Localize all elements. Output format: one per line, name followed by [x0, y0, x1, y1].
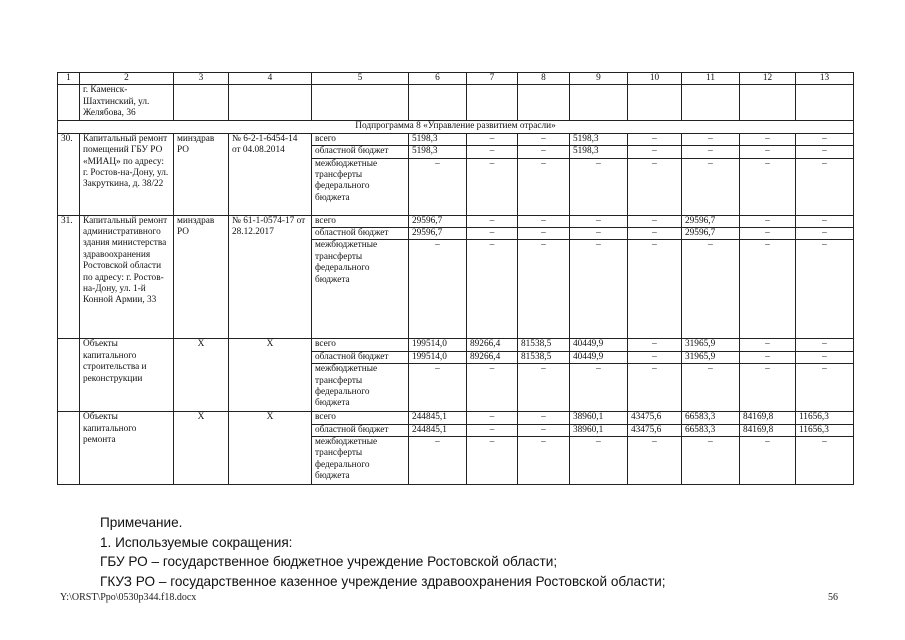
- value-cell: –: [518, 215, 570, 227]
- source-label: областной бюджет: [312, 146, 409, 158]
- table-row: [58, 215, 854, 227]
- value-cell: –: [796, 228, 854, 240]
- value-cell: –: [628, 364, 682, 412]
- value-cell: 29596,7: [409, 215, 467, 227]
- value-cell: –: [740, 215, 796, 227]
- value-cell: 29596,7: [682, 228, 740, 240]
- col-number: 6: [409, 73, 467, 85]
- source-label: областной бюджет: [312, 424, 409, 436]
- source-label: межбюджетные трансферты федерального бюджета: [312, 158, 409, 215]
- table-row: [58, 133, 854, 145]
- col-number: 5: [312, 73, 409, 85]
- value-cell: –: [796, 146, 854, 158]
- page-number: 56: [828, 592, 838, 603]
- value-cell: –: [682, 146, 740, 158]
- value-cell: –: [796, 339, 854, 351]
- value-cell: –: [409, 364, 467, 412]
- value-cell: –: [628, 351, 682, 363]
- value-cell: –: [570, 228, 628, 240]
- note-block: [100, 513, 666, 591]
- value-cell: –: [518, 437, 570, 485]
- value-cell: –: [467, 146, 518, 158]
- value-cell: –: [518, 146, 570, 158]
- source-label: всего: [312, 339, 409, 351]
- value-cell: –: [740, 437, 796, 485]
- value-cell: –: [796, 364, 854, 412]
- value-cell: 199514,0: [409, 339, 467, 351]
- value-cell: –: [409, 437, 467, 485]
- subprogram-title: Подпрограмма 8 «Управление развитием отрасли»: [58, 121, 854, 133]
- expertise-doc: № 61-1-0574-17 от 28.12.2017: [229, 215, 312, 339]
- row-number: 30.: [58, 133, 80, 215]
- value-cell: 89266,4: [467, 351, 518, 363]
- value-cell: –: [796, 133, 854, 145]
- col-number: 4: [229, 73, 312, 85]
- source-label: межбюджетные трансферты федерального бюджета: [312, 240, 409, 339]
- value-cell: –: [740, 133, 796, 145]
- value-cell: 244845,1: [409, 424, 467, 436]
- value-cell: –: [796, 158, 854, 215]
- value-cell: –: [796, 215, 854, 227]
- col-number: 9: [570, 73, 628, 85]
- col-number: 11: [682, 73, 740, 85]
- col-number: 13: [796, 73, 854, 85]
- value-cell: –: [518, 364, 570, 412]
- value-cell: 29596,7: [682, 215, 740, 227]
- value-cell: –: [740, 351, 796, 363]
- value-cell: 38960,1: [570, 424, 628, 436]
- expertise-doc: Х: [229, 339, 312, 412]
- value-cell: –: [570, 240, 628, 339]
- value-cell: –: [467, 424, 518, 436]
- responsible-org: минздрав РО: [174, 215, 229, 339]
- value-cell: –: [628, 215, 682, 227]
- col-number: 7: [467, 73, 518, 85]
- row-number: 31.: [58, 215, 80, 339]
- source-label: областной бюджет: [312, 228, 409, 240]
- table-row: [58, 412, 854, 424]
- value-cell: –: [518, 228, 570, 240]
- source-label: межбюджетные трансферты федерального бюджета: [312, 364, 409, 412]
- value-cell: 81538,5: [518, 339, 570, 351]
- value-cell: –: [467, 364, 518, 412]
- value-cell: –: [628, 339, 682, 351]
- value-cell: –: [518, 240, 570, 339]
- col-number: 10: [628, 73, 682, 85]
- col-number: 8: [518, 73, 570, 85]
- value-cell: 40449,9: [570, 339, 628, 351]
- value-cell: –: [518, 133, 570, 145]
- value-cell: –: [682, 240, 740, 339]
- value-cell: –: [682, 437, 740, 485]
- source-label: всего: [312, 215, 409, 227]
- value-cell: 5198,3: [570, 146, 628, 158]
- source-label: межбюджетные трансферты федерального бюджета: [312, 437, 409, 485]
- value-cell: 5198,3: [409, 133, 467, 145]
- value-cell: –: [518, 424, 570, 436]
- value-cell: 31965,9: [682, 351, 740, 363]
- value-cell: –: [740, 364, 796, 412]
- value-cell: –: [467, 133, 518, 145]
- source-label: всего: [312, 412, 409, 424]
- value-cell: 40449,9: [570, 351, 628, 363]
- value-cell: –: [740, 339, 796, 351]
- value-cell: –: [467, 437, 518, 485]
- col-number: 12: [740, 73, 796, 85]
- value-cell: –: [628, 437, 682, 485]
- col-number: 1: [58, 73, 80, 85]
- value-cell: 11656,3: [796, 424, 854, 436]
- value-cell: –: [467, 228, 518, 240]
- note-line: ГКУЗ РО – государственное казенное учреждение здравоохранения Ростовской области;: [100, 573, 666, 589]
- value-cell: –: [467, 240, 518, 339]
- value-cell: –: [740, 146, 796, 158]
- value-cell: –: [409, 158, 467, 215]
- value-cell: 38960,1: [570, 412, 628, 424]
- responsible-org: Х: [174, 339, 229, 412]
- value-cell: 5198,3: [409, 146, 467, 158]
- value-cell: 81538,5: [518, 351, 570, 363]
- value-cell: –: [682, 133, 740, 145]
- value-cell: 29596,7: [409, 228, 467, 240]
- expertise-doc: № 6-2-1-6454-14 от 04.08.2014: [229, 133, 312, 215]
- value-cell: –: [467, 215, 518, 227]
- value-cell: –: [740, 240, 796, 339]
- value-cell: 84169,8: [740, 424, 796, 436]
- value-cell: 199514,0: [409, 351, 467, 363]
- object-name: Объекты капитального ремонта: [80, 412, 174, 485]
- value-cell: 43475,6: [628, 424, 682, 436]
- value-cell: –: [518, 158, 570, 215]
- subprogram-row: [58, 121, 854, 133]
- source-label: всего: [312, 133, 409, 145]
- value-cell: 84169,8: [740, 412, 796, 424]
- value-cell: 89266,4: [467, 339, 518, 351]
- col-number: 2: [80, 73, 174, 85]
- value-cell: 43475,6: [628, 412, 682, 424]
- value-cell: –: [628, 146, 682, 158]
- value-cell: 244845,1: [409, 412, 467, 424]
- note-line: ГБУ РО – государственное бюджетное учреждение Ростовской области;: [100, 554, 558, 569]
- value-cell: 11656,3: [796, 412, 854, 424]
- table-row: [58, 85, 854, 121]
- expertise-doc: Х: [229, 412, 312, 485]
- value-cell: –: [682, 364, 740, 412]
- value-cell: 5198,3: [570, 133, 628, 145]
- object-name: г. Каменск-Шахтинский, ул. Желябова, 36: [80, 85, 174, 121]
- responsible-org: минздрав РО: [174, 133, 229, 215]
- responsible-org: Х: [174, 412, 229, 485]
- file-path: Y:\ORST\Ppo\0530p344.f18.docx: [60, 592, 197, 603]
- source-label: областной бюджет: [312, 351, 409, 363]
- value-cell: 31965,9: [682, 339, 740, 351]
- value-cell: –: [467, 158, 518, 215]
- column-number-row: [58, 73, 854, 85]
- value-cell: –: [796, 240, 854, 339]
- col-number: 3: [174, 73, 229, 85]
- value-cell: –: [467, 412, 518, 424]
- object-name: Капитальный ремонт помещений ГБУ РО «МИАЦ» по адресу: г. Ростов-на-Дону, ул. Закруткина, д. 38/22: [80, 133, 174, 215]
- value-cell: –: [796, 437, 854, 485]
- value-cell: –: [570, 215, 628, 227]
- table-row: [58, 339, 854, 351]
- object-name: Объекты капитального строительства и реконструкции: [80, 339, 174, 412]
- value-cell: –: [570, 437, 628, 485]
- value-cell: –: [570, 364, 628, 412]
- budget-table: [57, 72, 854, 485]
- value-cell: –: [740, 158, 796, 215]
- value-cell: –: [796, 351, 854, 363]
- value-cell: –: [628, 240, 682, 339]
- value-cell: –: [628, 228, 682, 240]
- value-cell: –: [570, 158, 628, 215]
- value-cell: –: [682, 158, 740, 215]
- value-cell: –: [740, 228, 796, 240]
- value-cell: –: [628, 133, 682, 145]
- value-cell: 66583,3: [682, 424, 740, 436]
- value-cell: –: [518, 412, 570, 424]
- value-cell: –: [409, 240, 467, 339]
- value-cell: –: [628, 158, 682, 215]
- object-name: Капитальный ремонт административного здания министерства здравоохранения Ростовской области по адресу: г. Ростов-на-Дону, ул. 1-й Конной Армии, 33: [80, 215, 174, 339]
- note-title: Примечание.: [100, 515, 183, 530]
- note-line: 1. Используемые сокращения:: [100, 534, 293, 550]
- value-cell: 66583,3: [682, 412, 740, 424]
